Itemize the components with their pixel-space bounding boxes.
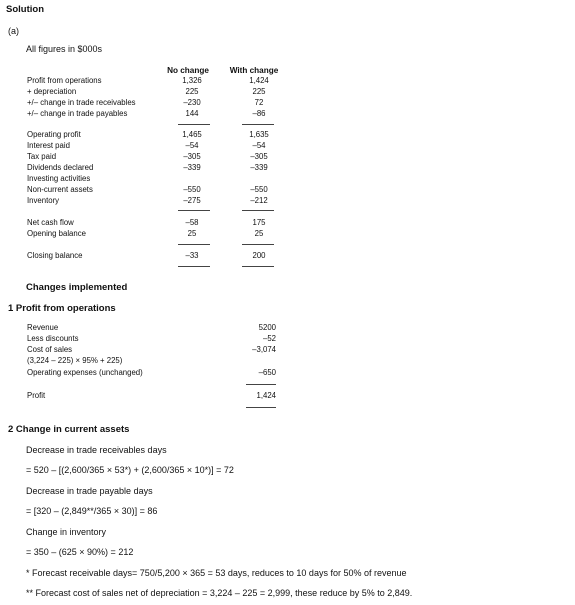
row-no-change: 1,326 — [182, 76, 202, 85]
row-no-change: –230 — [183, 98, 201, 107]
row-label: +/– change in trade receivables — [27, 98, 136, 107]
row-no-change: 1,465 — [182, 130, 202, 139]
calc-label: Revenue — [27, 323, 59, 332]
subtotal-rule — [178, 244, 210, 245]
formula-line: = 520 – [(2,600/365 × 53*) + (2,600/365 × 10*)] = 72 — [26, 465, 234, 475]
row-no-change: –305 — [183, 152, 201, 161]
subtotal-rule — [178, 210, 210, 211]
row-with-change: 1,635 — [249, 130, 269, 139]
changes-heading: Changes implemented — [26, 282, 128, 293]
row-no-change: 25 — [187, 229, 197, 238]
row-label: Inventory — [27, 196, 60, 205]
row-label: Profit from operations — [27, 76, 102, 85]
subtotal-rule — [246, 384, 276, 385]
footnote: ** Forecast cost of sales net of depreciation = 3,224 – 225 = 2,999, these reduce by 5% to 2,849. — [26, 588, 413, 598]
row-no-change: 144 — [185, 109, 199, 118]
row-with-change: –86 — [252, 109, 266, 118]
part-label: (a) — [8, 26, 19, 36]
formula-line: = [320 – (2,849**/365 × 30)] = 86 — [26, 506, 158, 516]
row-no-change: –54 — [185, 141, 199, 150]
calc-value: –650 — [258, 368, 276, 377]
row-no-change: –339 — [183, 163, 201, 172]
col-header-no-change: No change — [167, 66, 209, 75]
row-with-change: 25 — [254, 229, 264, 238]
total-rule — [246, 407, 276, 408]
row-label: Non-current assets — [27, 185, 93, 194]
section2-heading: 2 Change in current assets — [8, 424, 130, 435]
row-with-change: –305 — [250, 152, 268, 161]
row-label: Investing activities — [27, 174, 91, 183]
row-label: + depreciation — [27, 87, 77, 96]
col-header-with-change: With change — [229, 66, 279, 75]
row-with-change: 72 — [254, 98, 264, 107]
row-label: Closing balance — [27, 251, 83, 260]
row-no-change: 225 — [185, 87, 199, 96]
row-no-change: –275 — [183, 196, 201, 205]
row-with-change: –339 — [250, 163, 268, 172]
row-with-change: –54 — [252, 141, 266, 150]
row-with-change: –212 — [250, 196, 268, 205]
row-no-change: –58 — [185, 218, 199, 227]
subtotal-rule — [242, 124, 274, 125]
row-label: Operating profit — [27, 130, 81, 139]
subtotal-rule — [242, 210, 274, 211]
calc-label: Operating expenses (unchanged) — [27, 368, 143, 377]
row-no-change: –33 — [185, 251, 199, 260]
calc-value: 1,424 — [256, 391, 276, 400]
row-with-change: 175 — [252, 218, 266, 227]
calc-label: (3,224 – 225) × 95% + 225) — [27, 356, 123, 365]
row-label: Opening balance — [27, 229, 86, 238]
total-rule — [178, 266, 210, 267]
calc-label: Profit — [27, 391, 46, 400]
figures-note: All figures in $000s — [26, 44, 103, 54]
solution-title: Solution — [6, 4, 44, 15]
row-with-change: –550 — [250, 185, 268, 194]
footnote: * Forecast receivable days= 750/5,200 × 365 = 53 days, reduces to 10 days for 50% of revenue — [26, 568, 407, 578]
row-with-change: 200 — [252, 251, 266, 260]
subtotal-rule — [178, 124, 210, 125]
text-line: Decrease in trade receivables days — [26, 445, 167, 455]
row-no-change: –550 — [183, 185, 201, 194]
text-line: Decrease in trade payable days — [26, 486, 153, 496]
row-label: Interest paid — [27, 141, 70, 150]
text-line: Change in inventory — [26, 527, 107, 537]
subtotal-rule — [242, 244, 274, 245]
row-label: Net cash flow — [27, 218, 74, 227]
section1-heading: 1 Profit from operations — [8, 303, 116, 314]
row-label: Tax paid — [27, 152, 57, 161]
row-label: Dividends declared — [27, 163, 94, 172]
formula-line: = 350 – (625 × 90%) = 212 — [26, 547, 134, 557]
calc-label: Cost of sales — [27, 345, 73, 354]
total-rule — [242, 266, 274, 267]
calc-label: Less discounts — [27, 334, 79, 343]
row-with-change: 1,424 — [249, 76, 269, 85]
row-with-change: 225 — [252, 87, 266, 96]
calc-value: –52 — [262, 334, 276, 343]
calc-value: 5200 — [258, 323, 276, 332]
row-label: +/– change in trade payables — [27, 109, 128, 118]
calc-value: –3,074 — [252, 345, 276, 354]
